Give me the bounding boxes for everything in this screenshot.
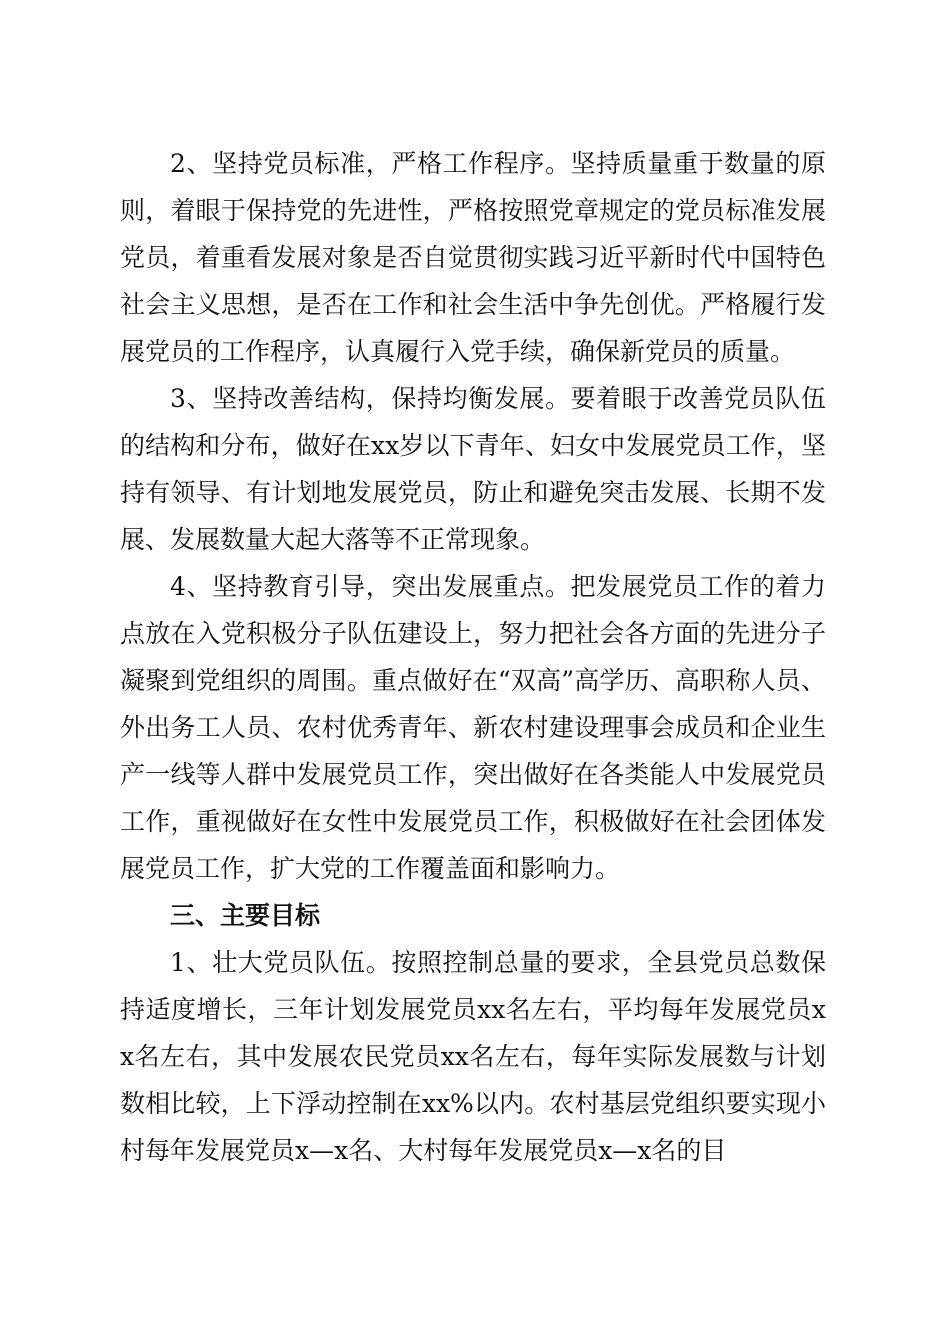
paragraph-improve-structure: 3、坚持改善结构，保持均衡发展。要着眼于改善党员队伍的结构和分布，做好在xx岁以下青年、妇女中发展党员工作，坚持有领导、有计划地发展党员，防止和避免突击发展、长期不发展、发展数量大起大落等不正常现象。 [120,384,826,554]
paragraph-expand-membership: 1、壮大党员队伍。按照控制总量的要求，全县党员总数保持适度增长，三年计划发展党员xx名左右，平均每年发展党员xx名左右，其中发展农民党员xx名左右，每年实际发展数与计划数相比较，上下浮动控制在xx%以内。农村基层党组织要实现小村每年发展党员x—x名、大村每年发展党员x—x名的目 [120,948,826,1165]
section-heading-main-goals: 三、主要目标 [170,901,321,930]
document-body [120,140,826,1174]
paragraph-party-standards: 2、坚持党员标准，严格工作程序。坚持质量重于数量的原则，着眼于保持党的先进性，严格按照党章规定的党员标准发展党员，着重看发展对象是否自觉贯彻实践习近平新时代中国特色社会主义思想，是否在工作和社会生活中争先创优。严格履行发展党员的工作程序，认真履行入党手续，确保新党员的质量。 [120,149,826,366]
paragraph-education-guidance: 4、坚持教育引导，突出发展重点。把发展党员工作的着力点放在入党积极分子队伍建设上，努力把社会各方面的先进分子凝聚到党组织的周围。重点做好在“双高”高学历、高职称人员、外出务工人员、农村优秀青年、新农村建设理事会成员和企业生产一线等人群中发展党员工作，突出做好在各类能人中发展党员工作，重视做好在女性中发展党员工作，积极做好在社会团体发展党员工作，扩大党的工作覆盖面和影响力。 [120,572,826,883]
